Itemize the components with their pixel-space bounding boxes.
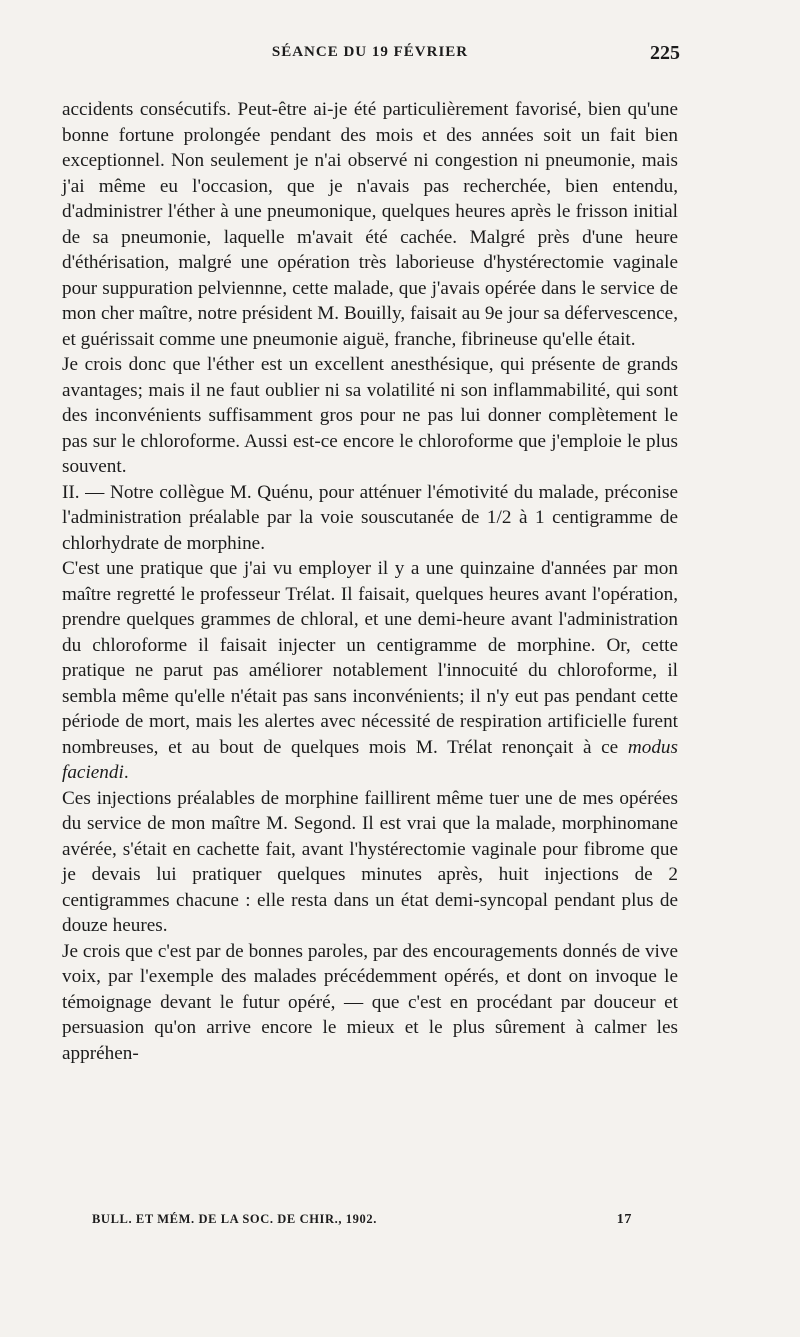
- paragraph-2: Je crois donc que l'éther est un excellent anesthésique, qui présente de grands avantages; mais il ne faut oublier ni sa volatilité ni son inflammabilité, qui sont des inconvénients suffisamment gros pour ne pas lui donner complètement le pas sur le chloroforme. Aussi est-ce encore le chloroforme que j'emploie le plus souvent.: [62, 354, 678, 477]
- paragraph-4-italic: modus faciendi: [62, 736, 678, 783]
- running-head: [60, 44, 680, 70]
- body-text: [62, 97, 678, 1066]
- paragraph-3: II. — Notre collègue M. Quénu, pour atténuer l'émotivité du malade, préconise l'administration préalable par la voie souscutanée de 1/2 à 1 centigramme de chlorhydrate de morphine.: [62, 481, 678, 554]
- paragraph-1: accidents consécutifs. Peut-être ai-je été particulièrement favorisé, bien qu'une bonne fortune prolongée pendant des mois et des années soit un fait bien exceptionnel. Non seulement je n'ai observé ni congestion ni pneumonie, mais j'ai même eu l'occasion, que je n'avais pas recherchée, bien entendu, d'administrer l'éther à une pneumonique, quelques heures après le frisson initial de sa pneumonie, laquelle m'avait été cachée. Malgré près d'une heure d'éthérisation, malgré une opération très laborieuse d'hystérectomie vaginale pour suppuration pelviennne, cette malade, que j'avais opérée dans le service de mon cher maître, notre président M. Bouilly, faisait au 9e jour sa défervescence, et guérissait comme une pneumonie aiguë, franche, fibrineuse qu'elle était.: [62, 99, 678, 350]
- paragraph-4-text: C'est une pratique que j'ai vu employer il y a une quinzaine d'années par mon maître regretté le professeur Trélat. Il faisait, quelques heures avant l'opération, prendre quelques grammes de chloral, et une demi-heure avant l'administration du chloroforme il faisait injecter un centigramme de morphine. Or, cette pratique ne parut pas améliorer notablement l'innocuité du chloroforme, il sembla même qu'elle n'était pas sans inconvénients; il n'y eut pas pendant cette période de mort, mais les alertes avec nécessité de respiration artificielle furent nombreuses, et au bout de quelques mois M. Trélat renonçait à ce: [62, 558, 678, 758]
- paragraph-4: [62, 556, 678, 786]
- signature-mark: 17: [616, 1212, 632, 1227]
- paragraph-4-end: .: [123, 762, 129, 783]
- paragraph-5: Ces injections préalables de morphine faillirent même tuer une de mes opérées du service de mon maître M. Segond. Il est vrai que la malade, morphinomane avérée, s'était en cachette fait, avant l'hystérectomie vaginale pour fibrome que je devais lui pratiquer quelques minutes après, huit injections de 2 centigrammes chacune : elle resta dans un état demi-syncopal pendant plus de douze heures.: [62, 787, 678, 936]
- running-title: SÉANCE DU 19 FÉVRIER: [271, 44, 469, 60]
- page-footer: [92, 1212, 632, 1232]
- footer-reference: BULL. ET MÉM. DE LA SOC. DE CHIR., 1902.: [92, 1212, 377, 1226]
- page-number: 225: [650, 42, 680, 64]
- paragraph-6: Je crois que c'est par de bonnes paroles, par des encouragements donnés de vive voix, par l'exemple des malades précédemment opérés, et dont on invoque le témoignage devant le futur opéré, — que c'est en procédant par douceur et persuasion qu'on arrive encore le mieux et le plus sûrement à calmer les appréhen-: [62, 940, 678, 1064]
